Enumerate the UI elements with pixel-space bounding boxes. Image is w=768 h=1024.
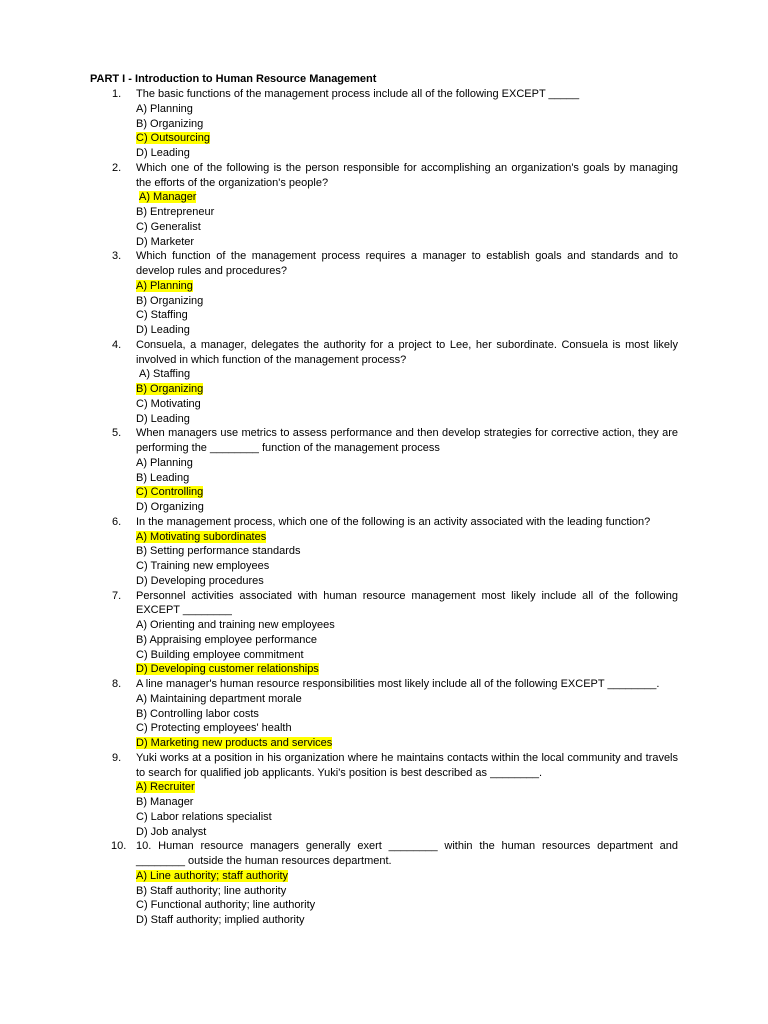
correct-answer-option — [136, 662, 678, 677]
option-text: D) Leading — [136, 412, 190, 425]
option-text: B) Organizing — [136, 383, 204, 395]
question-number: 7. — [112, 589, 122, 602]
option-text: C) Controlling — [136, 486, 204, 499]
answer-option — [136, 559, 678, 574]
question-item — [90, 839, 678, 928]
part-title: PART I - Introduction to Human Resource Management — [90, 73, 377, 85]
question-number: 2. — [112, 161, 122, 174]
question-stem: When managers use metrics to assess performance and then develop strategies for corrective action, they are performing the ________ function of the management process — [136, 427, 678, 454]
option-text: C) Labor relations specialist — [136, 810, 272, 823]
question-stem: 10. Human resource managers generally exert ________ within the human resources department and ________ outside the human resources department. — [136, 840, 678, 867]
question-stem: Personnel activities associated with human resource management most likely include all of the following EXCEPT ________ — [136, 589, 678, 617]
question-list — [90, 87, 678, 928]
correct-answer-option — [136, 780, 678, 795]
option-text: D) Developing procedures — [136, 574, 264, 587]
option-text: B) Organizing — [136, 117, 204, 130]
correct-answer-option — [136, 279, 678, 294]
option-text: B) Leading — [136, 471, 190, 484]
question-number: 8. — [112, 678, 122, 690]
option-text: A) Orienting and training new employees — [136, 619, 335, 631]
answer-option — [136, 884, 678, 899]
question-item — [90, 751, 678, 840]
question-stem: Which one of the following is the person responsible for accomplishing an organization's goals by managing the efforts of the organization's people? — [136, 161, 678, 189]
answer-option — [136, 117, 678, 132]
correct-answer-option — [136, 869, 678, 884]
answer-option — [136, 633, 678, 648]
option-text: A) Maintaining department morale — [136, 692, 302, 705]
option-text: A) Planning — [136, 102, 193, 115]
answer-option — [136, 707, 678, 722]
option-text: C) Protecting employees' health — [136, 722, 292, 735]
question-number: 4. — [112, 338, 122, 351]
answer-option — [136, 456, 678, 471]
option-text: B) Entrepreneur — [136, 206, 215, 218]
option-text: A) Planning — [136, 456, 193, 469]
option-text: A) Manager — [139, 191, 197, 204]
answer-option — [136, 795, 678, 810]
answer-option — [136, 146, 678, 161]
correct-answer-option — [136, 530, 678, 545]
option-text: C) Staffing — [136, 309, 188, 322]
question-stem: The basic functions of the management process include all of the following EXCEPT _____ — [136, 88, 580, 100]
option-text: D) Developing customer relationships — [136, 663, 319, 676]
option-text: C) Building employee commitment — [136, 648, 304, 661]
question-item — [90, 426, 678, 515]
answer-option — [136, 294, 678, 309]
option-text: D) Leading — [136, 324, 190, 336]
option-text: D) Staff authority; implied authority — [136, 914, 305, 926]
option-text: C) Functional authority; line authority — [136, 899, 316, 912]
question-number: 10. — [111, 840, 127, 853]
answer-option — [136, 220, 678, 235]
option-text: A) Recruiter — [136, 781, 195, 794]
option-text: D) Organizing — [136, 501, 204, 513]
question-item — [90, 515, 678, 589]
answer-option — [136, 810, 678, 825]
option-text: B) Controlling labor costs — [136, 707, 259, 720]
answer-option — [136, 323, 678, 338]
correct-answer-option — [136, 382, 678, 397]
option-text: B) Appraising employee performance — [136, 633, 317, 646]
option-text: D) Job analyst — [136, 825, 207, 838]
question-stem: A line manager's human resource responsibilities most likely include all of the following EXCEPT ________. — [136, 678, 660, 690]
answer-option — [136, 367, 678, 382]
option-text: C) Outsourcing — [136, 132, 210, 145]
option-text: C) Motivating — [136, 397, 201, 410]
question-number: 9. — [112, 751, 122, 764]
correct-answer-option — [136, 190, 678, 205]
question-number: 1. — [112, 88, 122, 100]
answer-option — [136, 205, 678, 220]
question-stem: Consuela, a manager, delegates the authority for a project to Lee, her subordinate. Consuela is most likely involved in which function of the management process? — [136, 338, 678, 366]
option-text: A) Line authority; staff authority — [136, 869, 289, 882]
question-number: 6. — [112, 515, 122, 528]
option-text: D) Leading — [136, 147, 190, 159]
question-number: 3. — [112, 250, 122, 263]
question-number: 5. — [112, 427, 122, 440]
option-text: B) Setting performance standards — [136, 545, 301, 558]
answer-option — [136, 544, 678, 559]
answer-option — [136, 648, 678, 663]
option-text: C) Training new employees — [136, 560, 270, 572]
question-item — [90, 338, 678, 427]
answer-option — [136, 500, 678, 515]
answer-option — [136, 308, 678, 323]
question-item — [90, 87, 678, 161]
answer-option — [136, 913, 678, 928]
option-text: C) Generalist — [136, 220, 201, 233]
correct-answer-option — [136, 131, 678, 146]
answer-option — [136, 471, 678, 486]
answer-option — [136, 574, 678, 589]
answer-option — [136, 102, 678, 117]
question-item — [90, 589, 678, 678]
option-text: A) Planning — [136, 279, 193, 292]
option-text: D) Marketing new products and services — [136, 737, 333, 749]
option-text: A) Staffing — [139, 368, 191, 381]
answer-option — [136, 618, 678, 633]
answer-option — [136, 235, 678, 250]
option-text: B) Manager — [136, 796, 194, 808]
question-stem: Which function of the management process requires a manager to establish goals and standards and to develop rules and procedures? — [136, 250, 678, 277]
option-text: B) Organizing — [136, 294, 204, 307]
answer-option — [136, 825, 678, 840]
option-text: A) Motivating subordinates — [136, 530, 267, 543]
question-item — [90, 249, 678, 338]
correct-answer-option — [136, 736, 678, 751]
option-text: B) Staff authority; line authority — [136, 884, 287, 897]
answer-option — [136, 898, 678, 913]
question-item — [90, 677, 678, 751]
answer-option — [136, 397, 678, 412]
answer-option — [136, 692, 678, 707]
question-item — [90, 161, 678, 250]
answer-option — [136, 412, 678, 427]
answer-option — [136, 721, 678, 736]
question-stem: Yuki works at a position in his organization where he maintains contacts within the local community and travels to search for qualified job applicants. Yuki's position is best described as ________. — [136, 751, 678, 779]
option-text: D) Marketer — [136, 235, 195, 248]
correct-answer-option — [136, 485, 678, 500]
question-stem: In the management process, which one of the following is an activity associated with the leading function? — [136, 515, 651, 528]
